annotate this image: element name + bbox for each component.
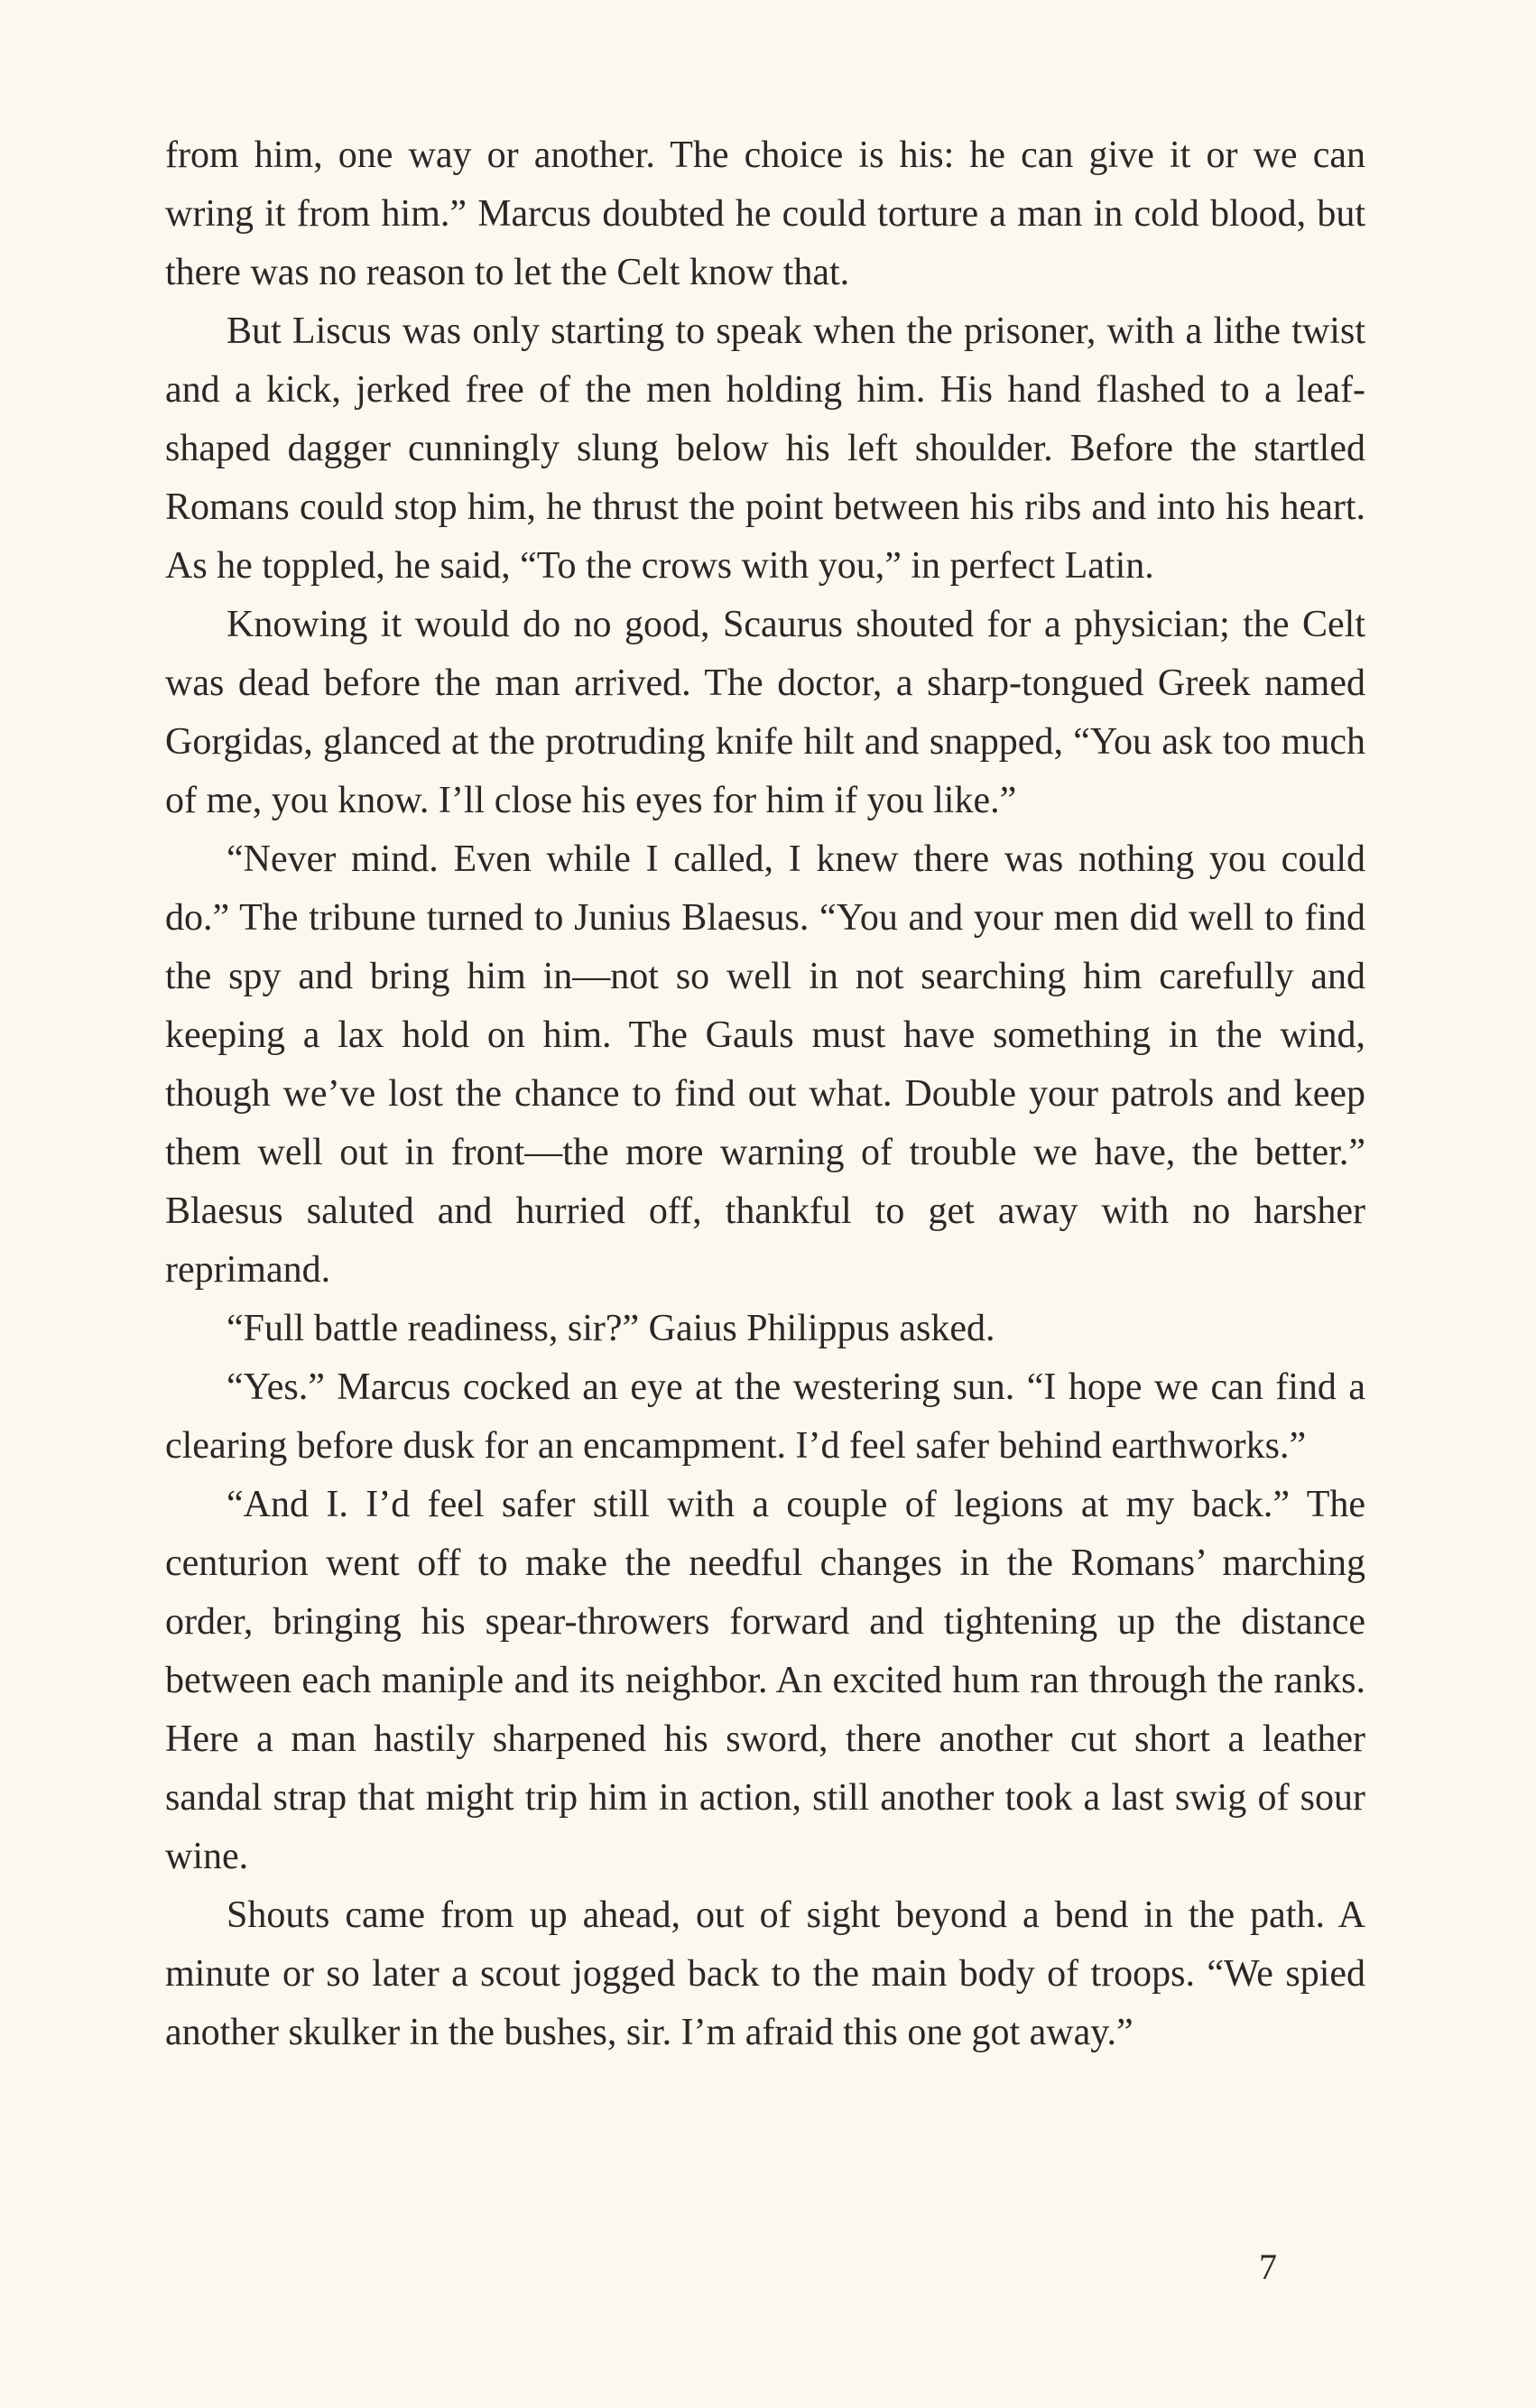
paragraph: Shouts came from up ahead, out of sight beyond a bend in the path. A minute or so later a scout jogged back to the main body of troops. “We spied another skulker in the bushes, sir. I’m afraid this one got away.”	[165, 1894, 1365, 2053]
paragraph: “And I. I’d feel safer still with a couple of legions at my back.” The centurion went off to make the needful changes in the Romans’ marching order, bringing his spear-throwers forward and tightening up the distance between each maniple and its neighbor. An excited hum ran through the ranks. Here a man hastily sharpened his sword, there another cut short a leather sandal strap that might trip him in action, still another took a last swig of sour wine.	[165, 1484, 1365, 1877]
paragraph: Knowing it would do no good, Scaurus shouted for a physician; the Celt was dead before the man arrived. The doctor, a sharp-tongued Greek named Gorgidas, glanced at the protruding knife hilt and snapped, “You ask too much of me, you know. I’ll close his eyes for him if you like.”	[165, 604, 1365, 821]
page-number: 7	[1259, 2246, 1277, 2287]
body-text	[165, 126, 1365, 2062]
paragraph: “Full battle readiness, sir?” Gaius Philippus asked.	[227, 1308, 995, 1349]
paragraph: “Yes.” Marcus cocked an eye at the westering sun. “I hope we can find a clearing before dusk for an encampment. I’d feel safer behind earthworks.”	[165, 1366, 1365, 1467]
paragraph-continuation: from him, one way or another. The choice is his: he can give it or we can wring it from him.” Marcus doubted he could torture a man in cold blood, but there was no reason to let the Celt know that.	[165, 134, 1365, 293]
paragraph: But Liscus was only starting to speak when the prisoner, with a lithe twist and a kick, jerked free of the men holding him. His hand flashed to a leaf-shaped dagger cunningly slung below his left shoulder. Before the startled Romans could stop him, he thrust the point between his ribs and into his heart. As he toppled, he said, “To the crows with you,” in perfect Latin.	[165, 310, 1365, 587]
paragraph: “Never mind. Even while I called, I knew there was nothing you could do.” The tribune turned to Junius Blaesus. “You and your men did well to find the spy and bring him in—not so well in not searching him carefully and keeping a lax hold on him. The Gauls must have something in the wind, though we’ve lost the chance to find out what. Double your patrols and keep them well out in front—the more warning of trouble we have, the better.” Blaesus saluted and hurried off, thankful to get away with no harsher reprimand.	[165, 838, 1365, 1291]
